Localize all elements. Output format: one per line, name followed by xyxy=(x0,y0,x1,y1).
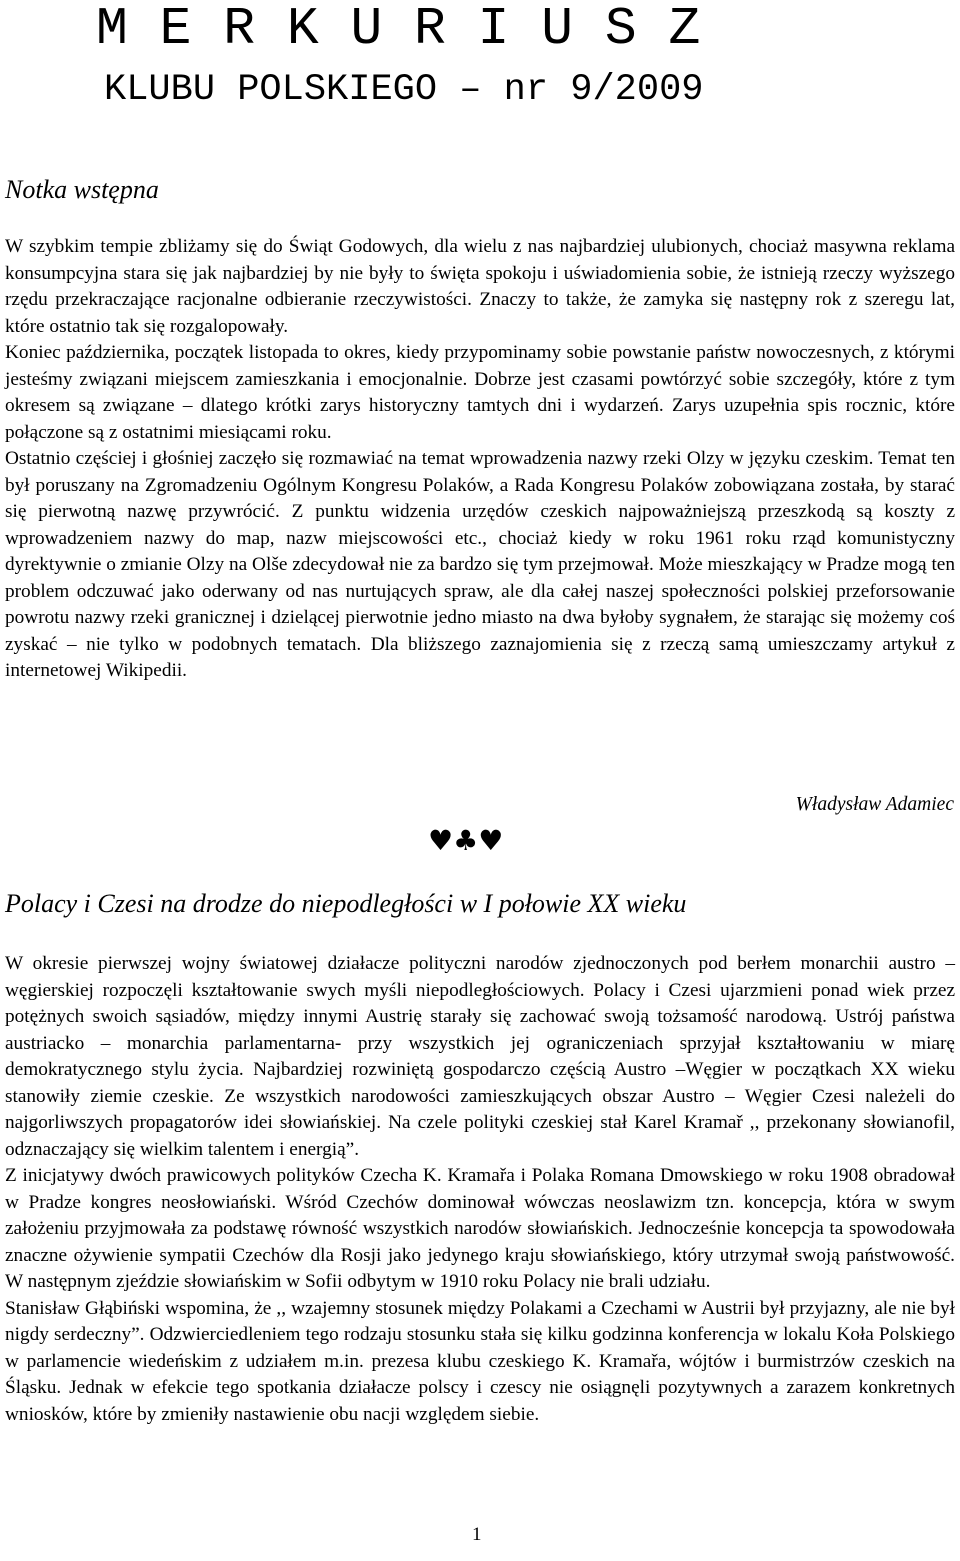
article-paragraph: W okresie pierwszej wojny światowej działacze polityczni narodów zjednoczonych pod berłem monarchii austro – węgierskiej rozpoczęli kształtowanie swych myśli niepodległościowych. Polacy i Czesi ujarzmieni ponad wiek przez potężnych swoich sąsiadów, między innymi Austrię starały się zachować swoją tożsamość narodową. Ustrój państwa austriacko – monarchia parlamentarna- przy wszystkich jej ograniczeniach sprzyjał kształtowaniu w miarę demokratycznego stylu życia. Najbardziej rozwiniętą gospodarczo częścią Austro –Węgier w początkach XX wieku stanowiły ziemie czeskie. Ze wszystkich narodowości zamieszkujących obszar Austro – Węgier Czesi należeli do najgorliwszych propagatorów idei słowiańskiej. Na czele polityki czeskiej stał Karel Kramař ,, przekonany słowianofil, odznaczający się wielkim talentem i energią”. xyxy=(5,953,955,1160)
page-number: 1 xyxy=(472,1524,482,1545)
intro-paragraph: W szybkim tempie zbliżamy się do Świąt Godowych, dla wielu z nas najbardziej ulubionych, chociaż masywna reklama konsumpcyjna stara się jak najbardziej by nie były to święta spokoju i uświadomienia sobie, że istnieją rzeczy wyższego rzędu przekraczające racjonalne odbieranie rzeczywistości. Znaczy to także, że zamyka się następny rok z szeregu lat, które ostatnio tak się rozgalopowały. xyxy=(5,236,955,337)
section-ornament: ♥♣♥ xyxy=(428,824,504,857)
newsletter-issue: KLUBU POLSKIEGO – nr 9/2009 xyxy=(104,69,704,111)
article-heading: Polacy i Czesi na drodze do niepodległości w I połowie XX wieku xyxy=(5,889,687,918)
article-paragraph: Z inicjatywy dwóch prawicowych polityków Czecha K. Kramařa i Polaka Romana Dmowskiego w roku 1908 obradował w Pradze kongres neosłowiański. Wśród Czechów dominował wówczas neoslawizm tzn. koncepcja, która w swym założeniu przyjmowała za podstawę równość wszystkich narodów słowiańskich. Jednocześnie koncepcja ta spowodowała znaczne ożywienie sympatii Czechów dla Rosji jako jedynego kraju słowiańskiego, który utrzymał swoją państwowość. W następnym zjeździe słowiańskim w Sofii odbytym w 1910 roku Polacy nie brali udziału. xyxy=(5,1165,955,1292)
author-signature: Władysław Adamiec xyxy=(795,794,954,815)
intro-text xyxy=(5,234,955,685)
article-paragraph: Stanisław Głąbiński wspomina, że ,, wzajemny stosunek między Polakami a Czechami w Austrii był przyjazny, ale nie był nigdy serdeczny”. Odzwierciedleniem tego rodzaju stosunku stała się kilku godzinna konferencja w lokalu Koła Polskiego w parlamencie wiedeńskim z udziałem m.in. prezesa klubu czeskiego K. Kramařa, wójtów i burmistrzów czeskich na Śląsku. Jednak w efekcie tego spotkania działacze polscy i czescy nie osiągnęli pozytywnych a zarazem konkretnych wniosków, które by zmieniły nastawienie obu nacji względem siebie. xyxy=(5,1297,955,1425)
intro-paragraph: Koniec października, początek listopada to okres, kiedy przypominamy sobie powstanie państw nowoczesnych, z którymi jesteśmy związani miejscem zamieszkania i emocjonalnie. Dobrze jest czasami powtórzyć sobie szczegóły, które z tym okresem są związane – dlatego krótki zarys historyczny tamtych dni i wydarzeń. Zarys uzupełnia spis rocznic, które połączone są z ostatnimi miesiącami roku. xyxy=(5,342,955,443)
intro-paragraph: Ostatnio częściej i głośniej zaczęło się rozmawiać na temat wprowadzenia nazwy rzeki Olzy w języku czeskim. Temat ten był poruszany na Zgromadzeniu Ogólnym Kongresu Polaków, a Rada Kongresu Polaków zobowiązana została, by starać się pierwotną nazwę przywrócić. Z punktu widzenia urzędów czeskich najpoważniejszą przeszkodą są koszty z wprowadzeniem nazwy do map, nazw miejscowości etc., chociaż kiedy w roku 1961 roku rząd komunistyczny dyrektywnie o zmianie Olzy na Olše zdecydował nie za bardzo się tym przejmował. Może mieszkający w Pradze mogą ten problem odczuwać jako oderwany od nas nurtujących spraw, ale dla całej naszej społeczności polskiej przeforsowanie powrotu nazwy rzeki granicznej i dzielącej pierwotnie jedno miasto na dwa byłoby sygnałem, że starając się możemy coś zyskać – nie tylko w podobnych tematach. Dla bliższego zaznajomienia się z rzeczą samą umieszczamy artykuł z internetowej Wikipedii. xyxy=(5,448,955,681)
intro-heading: Notka wstępna xyxy=(5,175,159,204)
newsletter-title: M E R K U R I U S Z xyxy=(96,0,701,59)
article-text xyxy=(5,951,955,1428)
